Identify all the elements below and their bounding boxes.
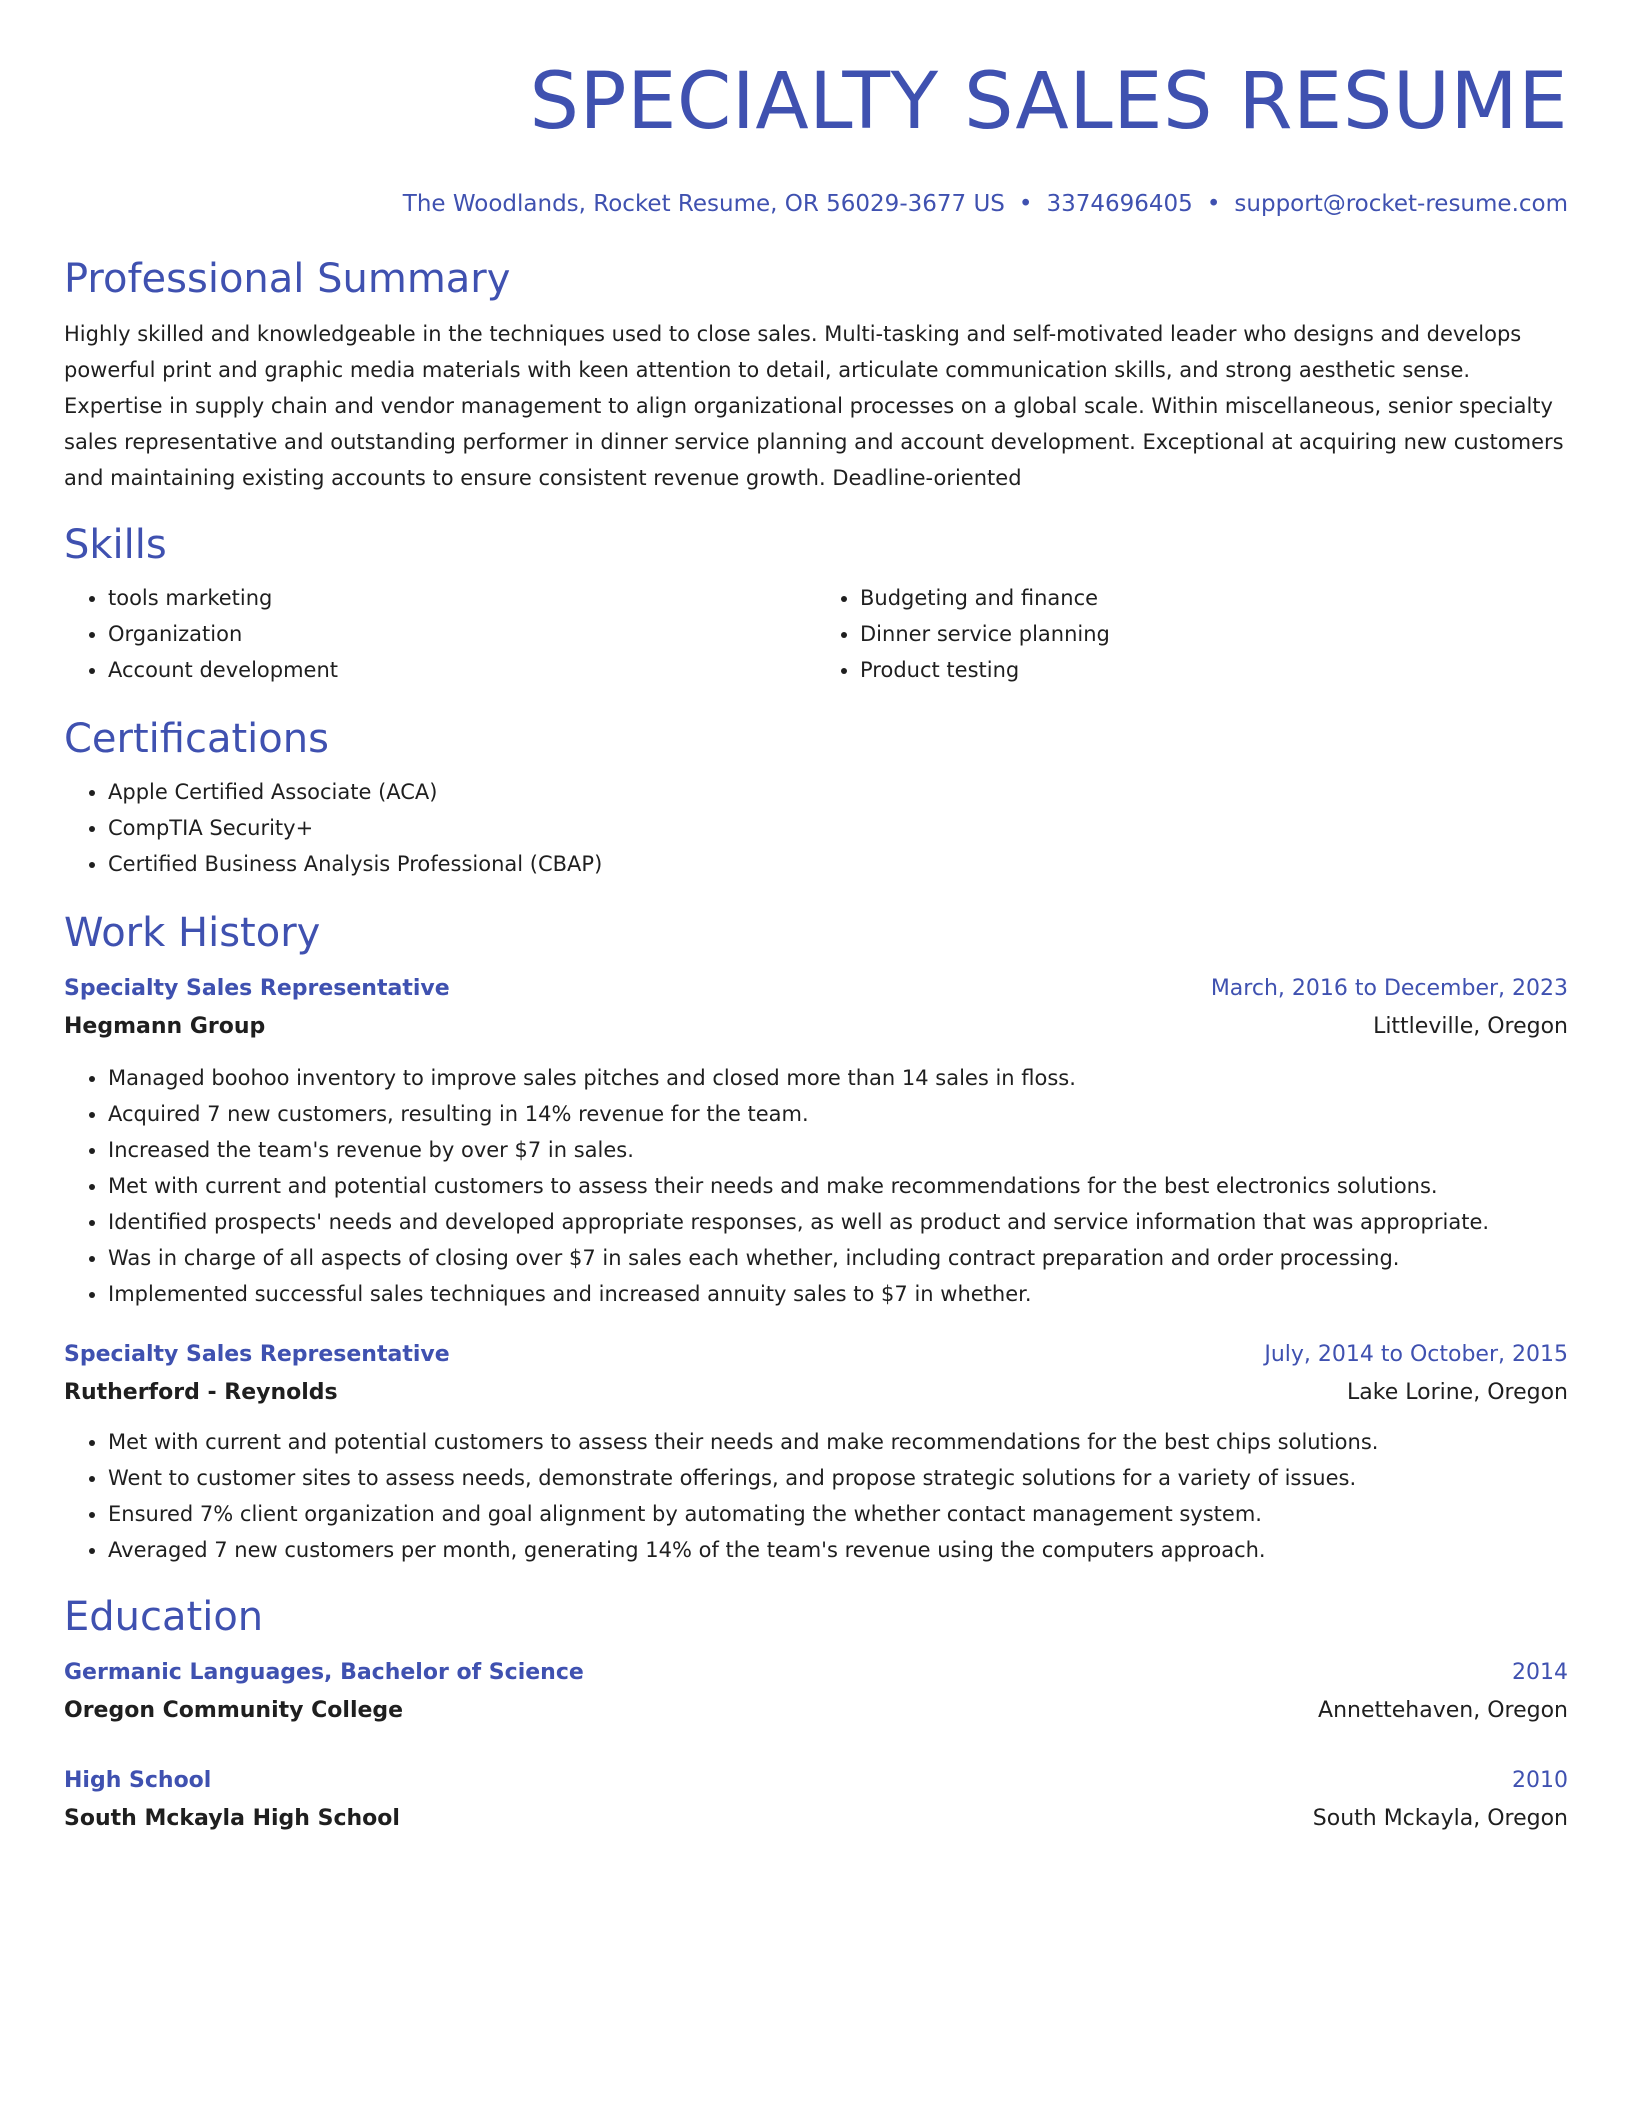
skills-list-left — [64, 580, 816, 688]
certifications-section — [64, 714, 1568, 882]
section-heading-work-history: Work History — [64, 910, 321, 956]
job-bullet: • Met with current and potential customers to assess their needs and make recommendations for the best electronics solutions. — [108, 1168, 1568, 1204]
job-dates: July, 2014 to October, 2015 — [1264, 1342, 1568, 1367]
job-entry — [64, 970, 1568, 1312]
summary-text: Highly skilled and knowledgeable in the techniques used to close sales. Multi-tasking and self-motivated leader who designs and develops powerful print and graphic media materials with keen attention to detail, articulate communication skills, and strong aesthetic sense. Expertise in supply chain and vendor management to align organizational processes on a global scale. Within miscellaneous, senior specialty sales representative and outstanding performer in dinner service planning and account development. Exceptional at acquiring new customers and maintaining existing accounts to ensure consistent revenue growth. Deadline-oriented — [64, 322, 1564, 490]
section-heading-education: Education — [64, 1594, 264, 1640]
contact-address: The Woodlands, Rocket Resume, OR 56029-3677 US — [402, 191, 1005, 217]
job-title-row — [64, 1336, 1568, 1374]
job-company-row — [64, 1374, 1568, 1412]
job-dates: March, 2016 to December, 2023 — [1210, 976, 1568, 1001]
skill-item: • Product testing — [860, 652, 1568, 688]
job-entry — [64, 1336, 1568, 1568]
job-location: Lake Lorine, Oregon — [1347, 1380, 1568, 1405]
contact-separator: • — [1206, 191, 1221, 217]
certification-item: • CompTIA Security+ — [108, 810, 1568, 846]
skill-item: • Budgeting and finance — [860, 580, 1568, 616]
resume-title: SPECIALTY SALES RESUME — [529, 57, 1568, 147]
certification-item: • Certified Business Analysis Professional (CBAP) — [108, 846, 1568, 882]
skill-item: • Account development — [108, 652, 816, 688]
education-degree: Germanic Languages, Bachelor of Science — [64, 1660, 584, 1685]
education-degree-row — [64, 1762, 1568, 1800]
job-company: Hegmann Group — [64, 1014, 266, 1039]
education-year: 2014 — [1512, 1660, 1568, 1685]
education-school-row — [64, 1692, 1568, 1730]
skills-list-right — [816, 580, 1568, 688]
job-bullet: • Managed boohoo inventory to improve sales pitches and closed more than 14 sales in floss. — [108, 1060, 1568, 1096]
education-section — [64, 1592, 1568, 1838]
section-heading-certifications: Certifications — [64, 716, 329, 762]
job-company: Rutherford - Reynolds — [64, 1380, 338, 1405]
education-degree: High School — [64, 1768, 212, 1793]
job-bullet: • Ensured 7% client organization and goal alignment by automating the whether contact management system. — [108, 1496, 1568, 1532]
contact-line — [64, 188, 1568, 220]
job-bullet: • Identified prospects' needs and developed appropriate responses, as well as product and service information that was appropriate. — [108, 1204, 1568, 1240]
certifications-list — [64, 774, 1568, 882]
job-bullet: • Averaged 7 new customers per month, generating 14% of the team's revenue using the computers approach. — [108, 1532, 1568, 1568]
education-year: 2010 — [1512, 1768, 1568, 1793]
education-school-row — [64, 1800, 1568, 1838]
job-title-row — [64, 970, 1568, 1008]
job-bullet: • Met with current and potential customers to assess their needs and make recommendations for the best chips solutions. — [108, 1424, 1568, 1460]
skill-item: • Organization — [108, 616, 816, 652]
job-location: Littleville, Oregon — [1373, 1014, 1568, 1039]
education-entry — [64, 1654, 1568, 1730]
job-bullets — [64, 1424, 1568, 1568]
contact-separator: • — [1018, 191, 1033, 217]
education-school: South Mckayla High School — [64, 1806, 400, 1831]
skills-columns — [64, 580, 1568, 688]
education-entry — [64, 1762, 1568, 1838]
education-location: Annettehaven, Oregon — [1318, 1698, 1568, 1723]
work-history-section — [64, 908, 1568, 1568]
contact-phone: 3374696405 — [1046, 191, 1193, 217]
skill-item: • tools marketing — [108, 580, 816, 616]
job-bullet: • Was in charge of all aspects of closing over $7 in sales each whether, including contract preparation and order processing. — [108, 1240, 1568, 1276]
job-bullets — [64, 1060, 1568, 1312]
job-title: Specialty Sales Representative — [64, 1342, 450, 1367]
job-bullet: • Went to customer sites to assess needs, demonstrate offerings, and propose strategic solutions for a variety of issues. — [108, 1460, 1568, 1496]
section-heading-summary: Professional Summary — [64, 256, 511, 302]
contact-email[interactable]: support@rocket-resume.com — [1234, 191, 1568, 217]
section-heading-skills: Skills — [64, 522, 167, 568]
skill-item: • Dinner service planning — [860, 616, 1568, 652]
education-location: South Mckayla, Oregon — [1312, 1806, 1568, 1831]
summary-section — [64, 254, 1568, 496]
education-school: Oregon Community College — [64, 1698, 404, 1723]
education-degree-row — [64, 1654, 1568, 1692]
job-bullet: • Increased the team's revenue by over $7 in sales. — [108, 1132, 1568, 1168]
job-title: Specialty Sales Representative — [64, 976, 450, 1001]
job-company-row — [64, 1008, 1568, 1046]
certification-item: • Apple Certified Associate (ACA) — [108, 774, 1568, 810]
job-bullet: • Implemented successful sales techniques and increased annuity sales to $7 in whether. — [108, 1276, 1568, 1312]
skills-section — [64, 520, 1568, 688]
job-bullet: • Acquired 7 new customers, resulting in 14% revenue for the team. — [108, 1096, 1568, 1132]
